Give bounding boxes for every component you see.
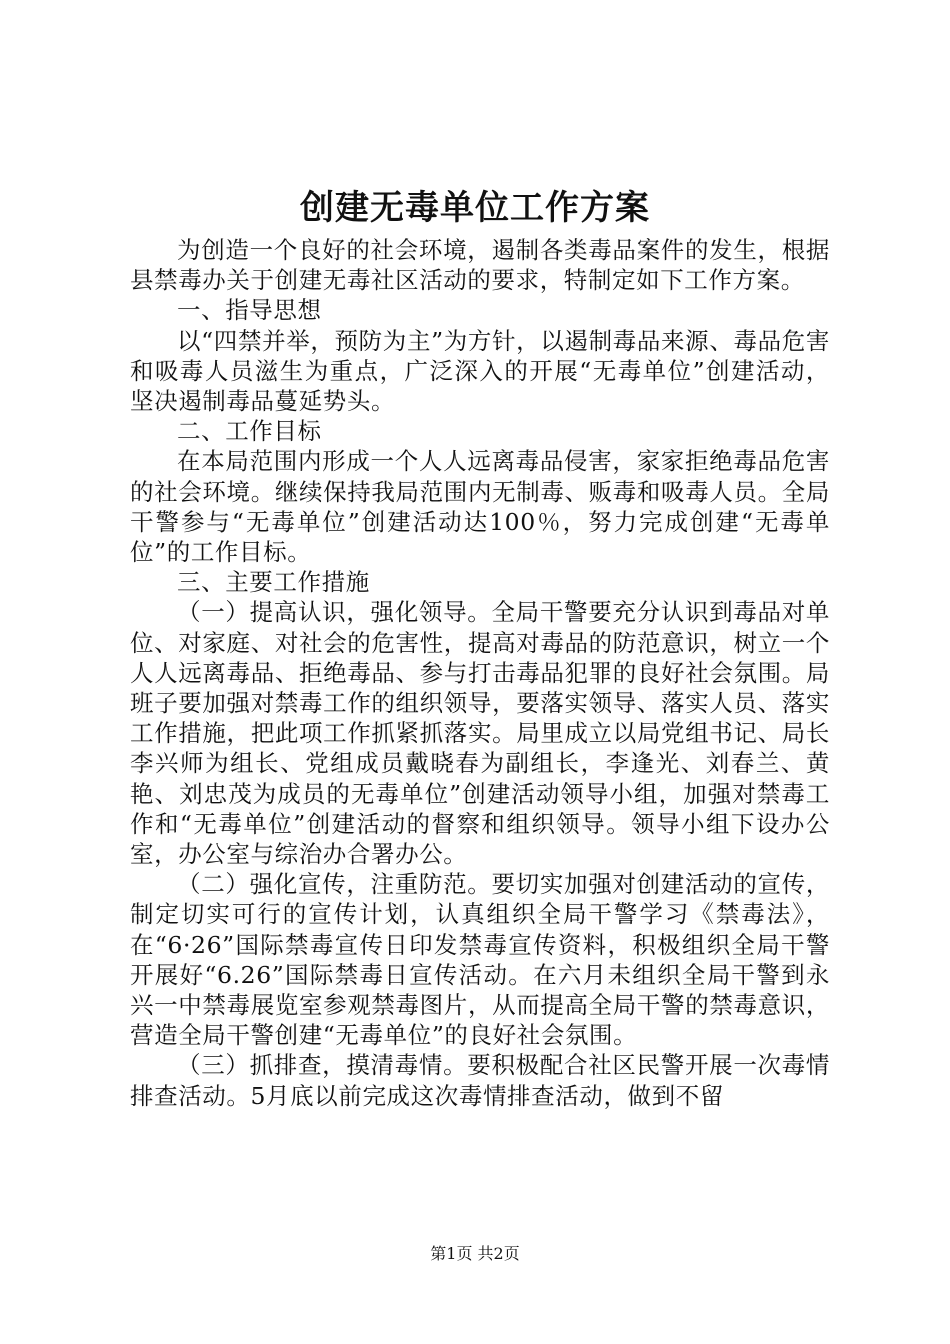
- paragraph-measure-3: （三）抓排查，摸清毒情。要积极配合社区民警开展一次毒情排查活动。5月底以前完成这次毒情排查活动，做到不留: [130, 1051, 830, 1110]
- section-heading-work-goals: 二、工作目标: [177, 417, 322, 446]
- page-footer: 第1页 共2页: [430, 1244, 520, 1263]
- document-body: [130, 235, 830, 1111]
- section-heading-main-measures: 三、主要工作措施: [177, 568, 370, 597]
- section-heading-guiding-ideology: 一、指导思想: [177, 296, 322, 325]
- document-title: 创建无毒单位工作方案: [300, 188, 650, 228]
- paragraph-measure-1: （一）提高认识，强化领导。全局干警要充分认识到毒品对单位、对家庭、对社会的危害性，提高对毒品的防范意识，树立一个人人远离毒品、拒绝毒品、参与打击毒品犯罪的良好社会氛围。局班子要加强对禁毒工作的组织领导，要落实领导、落实人员、落实工作措施，把此项工作抓紧抓落实。局里成立以局党组书记、局长李兴师为组长、党组成员戴晓春为副组长，李逢光、刘春兰、黄艳、刘忠茂为成员的无毒单位”创建活动领导小组，加强对禁毒工作和“无毒单位”创建活动的督察和组织领导。领导小组下设办公室，办公室与综治办合署办公。: [130, 598, 830, 869]
- paragraph-guiding-ideology: 以“四禁并举，预防为主”为方针，以遏制毒品来源、毒品危害和吸毒人员滋生为重点，广泛深入的开展“无毒单位”创建活动，坚决遏制毒品蔓延势头。: [130, 326, 830, 416]
- paragraph-intro: 为创造一个良好的社会环境，遏制各类毒品案件的发生，根据县禁毒办关于创建无毒社区活动的要求，特制定如下工作方案。: [130, 236, 830, 295]
- paragraph-measure-2: （二）强化宣传，注重防范。要切实加强对创建活动的宣传，制定切实可行的宣传计划，认真组织全局干警学习《禁毒法》，在“6·26”国际禁毒宣传日印发禁毒宣传资料，积极组织全局干警开展好“6.26”国际禁毒日宣传活动。在六月未组织全局干警到永兴一中禁毒展览室参观禁毒图片，从而提高全局干警的禁毒意识，营造全局干警创建“无毒单位”的良好社会氛围。: [130, 870, 830, 1050]
- paragraph-work-goals: 在本局范围内形成一个人人远离毒品侵害，家家拒绝毒品危害的社会环境。继续保持我局范围内无制毒、贩毒和吸毒人员。全局干警参与“无毒单位”创建活动达100％，努力完成创建“无毒单位”的工作目标。: [130, 447, 830, 567]
